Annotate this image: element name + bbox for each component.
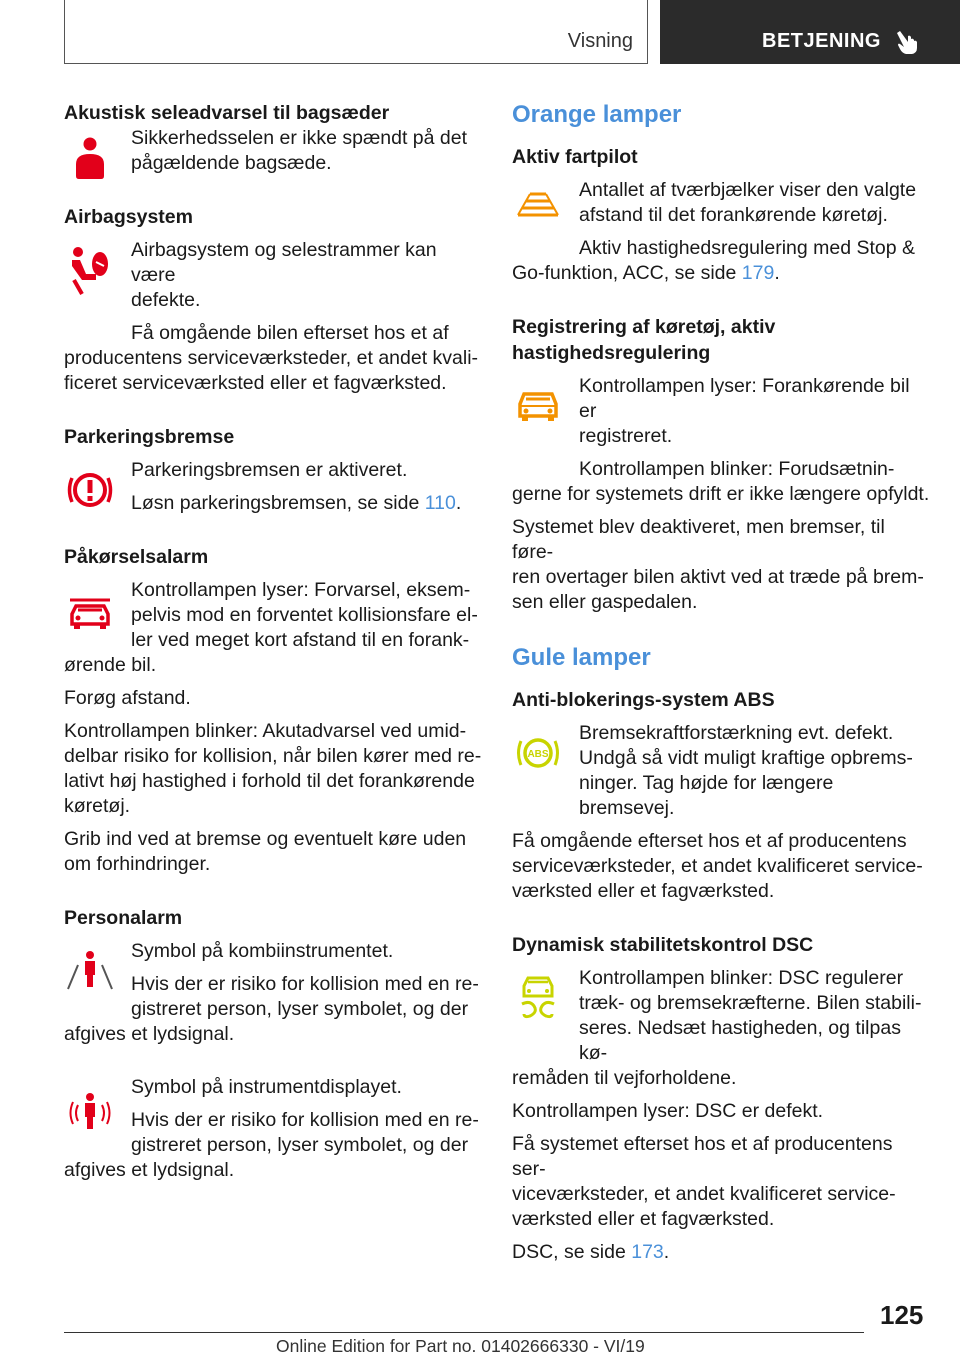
footer-divider — [64, 1332, 864, 1333]
text-line: Kontrollampen lyser: DSC er defekt. — [512, 1100, 824, 1122]
heading-dsc: Dynamisk stabilitetskontrol DSC — [512, 934, 814, 956]
text-line: Parkeringsbremsen er aktiveret. — [131, 459, 408, 481]
car-front-icon — [512, 380, 564, 432]
text-line: værksted eller et fagværksted. — [512, 1208, 775, 1230]
text-line: Få systemet efterset hos et af producentens ser- — [512, 1133, 893, 1180]
text-line: remåden til vejforholdene. — [512, 1067, 737, 1089]
text-line: Få omgående bilen efterset hos et af — [131, 322, 449, 344]
header-section-box — [64, 0, 648, 64]
text-line: Kontrollampen blinker: Forudsætnin- — [579, 458, 895, 480]
text-line: ninger. Tag højde for længere bremsevej. — [579, 772, 834, 819]
page-link-173[interactable]: 173 — [631, 1241, 664, 1263]
abs-warning-icon — [512, 727, 564, 779]
text-line: pågældende bagsæde. — [131, 152, 332, 174]
pedestrian-sound-icon — [64, 1087, 116, 1139]
text-line: køretøj. — [64, 795, 131, 817]
footer-edition: Online Edition for Part no. 01402666330 - VI/19 — [276, 1336, 645, 1356]
heading-active-cruise: Aktiv fartpilot — [512, 146, 638, 168]
airbag-warning-icon — [64, 244, 116, 296]
text-line: producentens serviceværksteder, et andet kvali- — [64, 347, 479, 369]
car-front-warning-icon — [64, 584, 116, 636]
pedestrian-warning-icon — [64, 945, 116, 997]
item-person-warning-display — [64, 1075, 482, 1158]
header-section-label: Visning — [567, 30, 633, 52]
text-line: gistreret person, lyser symbolet, og der — [131, 1134, 469, 1156]
svg-text:ABS: ABS — [527, 749, 549, 760]
section-yellow-lamps: Gule lamper — [512, 644, 651, 671]
item-airbag — [64, 238, 482, 346]
page-link-179[interactable]: 179 — [741, 262, 775, 284]
text-line: Forøg afstand. — [64, 687, 191, 709]
text-line: gerne for systemets drift er ikke længere opfyldt. — [512, 483, 930, 505]
item-active-cruise — [512, 178, 930, 261]
header-chapter-label: BETJENING — [762, 30, 881, 52]
text-line: Bremsekraftforstærkning evt. defekt. — [579, 722, 894, 744]
heading-parking-brake: Parkeringsbremse — [64, 426, 235, 448]
item-rear-seatbelt — [64, 126, 482, 176]
item-abs — [512, 721, 930, 821]
text-line: serviceværksteder, et andet kvalificeret service- — [512, 855, 923, 877]
seatbelt-person-icon — [64, 132, 116, 184]
text-line: Kontrollampen lyser: Forvarsel, eksem- — [131, 579, 471, 601]
text-line: defekte. — [131, 289, 201, 311]
text-line: gistreret person, lyser symbolet, og der — [131, 998, 469, 1020]
text-line: Go-funktion, ACC, se side 179. — [512, 262, 780, 284]
text-line: ler ved meget kort afstand til en forank- — [131, 629, 470, 651]
text-line: ørende bil. — [64, 654, 157, 676]
text-line: afgives et lydsignal. — [64, 1159, 235, 1181]
text-line: Hvis der er risiko for kollision med en re- — [131, 973, 479, 995]
heading-person-warning: Personalarm — [64, 907, 183, 929]
page-link-110[interactable]: 110 — [424, 492, 456, 514]
text-line: Antallet af tværbjælker viser den valgte — [579, 179, 917, 201]
heading-vehicle-detection-2: hastighedsregulering — [512, 342, 711, 364]
text-line: Sikkerhedsselen er ikke spændt på det — [131, 127, 468, 149]
heading-rear-seatbelt: Akustisk seleadvarsel til bagsæder — [64, 102, 390, 124]
text-line: afgives et lydsignal. — [64, 1023, 235, 1045]
text-line: delbar risiko for kollision, når bilen kører med re- — [64, 745, 482, 767]
heading-abs: Anti-blokerings-system ABS — [512, 689, 775, 711]
text-line: Løsn parkeringsbremsen, se side 110. — [131, 492, 462, 514]
item-person-warning-cluster — [64, 939, 482, 1022]
item-parking-brake — [64, 458, 482, 516]
text-line: Grib ind ved at bremse og eventuelt køre uden — [64, 828, 467, 850]
text-line: ren overtager bilen aktivt ved at træde på brem- — [512, 566, 924, 588]
text-line: DSC, se side 173. — [512, 1241, 670, 1263]
text-line: træk- og bremsekræfterne. Bilen stabili- — [579, 992, 922, 1014]
dsc-skid-icon — [512, 972, 564, 1024]
text-line: lativt høj hastighed i forhold til det forankørende — [64, 770, 475, 792]
item-vehicle-detection — [512, 374, 930, 482]
text-line: Kontrollampen lyser: Forankørende bil er — [579, 375, 910, 422]
heading-vehicle-detection: Registrering af køretøj, aktiv — [512, 316, 776, 338]
text-line: afstand til det forankørende køretøj. — [579, 204, 888, 226]
text-line: seres. Nedsæt hastigheden, og tilpas kø- — [579, 1017, 901, 1064]
text-line: pelvis mod en forventet kollisionsfare el- — [131, 604, 478, 626]
page-number: 125 — [880, 1300, 924, 1330]
item-collision-warning — [64, 578, 482, 653]
text-line: om forhindringer. — [64, 853, 211, 875]
text-line: Undgå så vidt muligt kraftige opbrems- — [579, 747, 913, 769]
text-line: Airbagsystem og selestrammer kan være — [131, 239, 437, 286]
heading-airbag: Airbagsystem — [64, 206, 193, 228]
text-line: værksted eller et fagværksted. — [512, 880, 775, 902]
text-line: registreret. — [579, 425, 673, 447]
section-orange-lamps: Orange lamper — [512, 101, 682, 128]
right-column — [512, 100, 930, 1265]
distance-bars-icon — [512, 184, 564, 236]
item-dsc — [512, 966, 930, 1066]
text-line: Symbol på kombiinstrumentet. — [131, 940, 394, 962]
text-line: Systemet blev deaktiveret, men bremser, til føre- — [512, 516, 885, 563]
text-line: Kontrollampen blinker: DSC regulerer — [579, 967, 904, 989]
text-line: Symbol på instrumentdisplayet. — [131, 1076, 402, 1098]
parking-brake-warning-icon — [64, 464, 116, 516]
text-line: ficeret serviceværksted eller et fagværksted. — [64, 372, 447, 394]
text-line: Kontrollampen blinker: Akutadvarsel ved umid- — [64, 720, 467, 742]
hand-pointer-icon — [894, 28, 922, 56]
text-line: Hvis der er risiko for kollision med en re- — [131, 1109, 479, 1131]
text-line: Få omgående efterset hos et af producentens — [512, 830, 907, 852]
text-line: Aktiv hastighedsregulering med Stop & — [579, 237, 916, 259]
text-line: sen eller gaspedalen. — [512, 591, 698, 613]
heading-collision-warning: Påkørselsalarm — [64, 546, 209, 568]
text-line: viceværksteder, et andet kvalificeret service- — [512, 1183, 896, 1205]
left-column — [64, 100, 482, 1183]
